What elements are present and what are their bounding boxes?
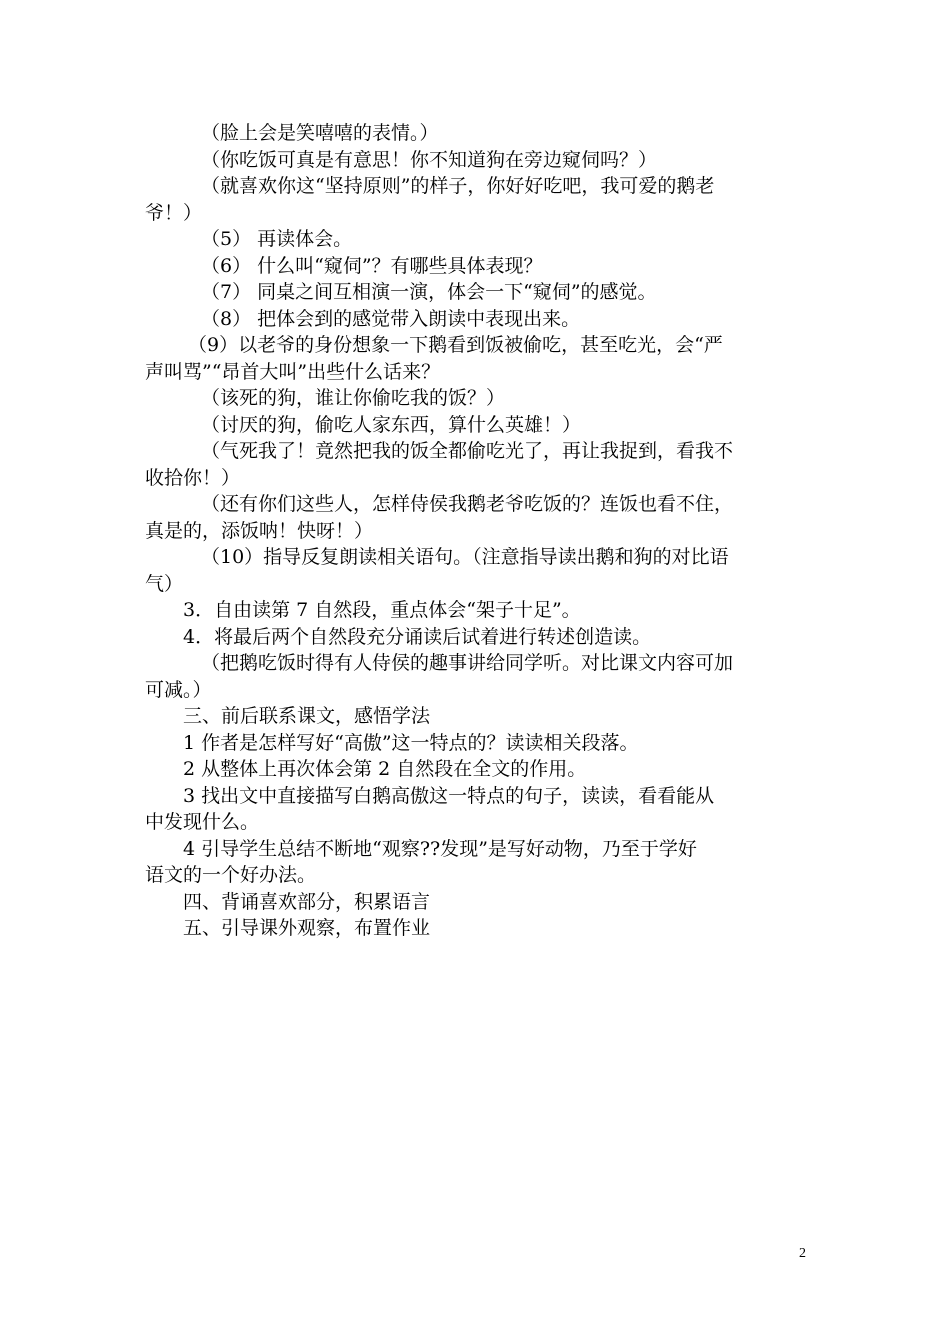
text-line: 1 作者是怎样写好“高傲”这一特点的？读读相关段落。 [183,731,639,754]
text-line: 声叫骂”“昂首大叫”出些什么话来？ [145,360,441,383]
text-line: （10）指导反复朗读相关语句。（注意指导读出鹅和狗的对比语 [201,546,729,568]
text-line: （还有你们这些人，怎样侍侯我鹅老爷吃饭的？连饭也看不住， [201,493,734,515]
text-line: 中发现什么。 [145,811,260,833]
text-line: （7） 同桌之间互相演一演，体会一下“窥伺”的感觉。 [201,281,657,303]
text-line: 可减。） [145,678,212,701]
text-line: （你吃饭可真是有意思！你不知道狗在旁边窥伺吗？） [201,148,658,171]
text-line: （6） 什么叫“窥伺”？有哪些具体表现？ [201,254,543,277]
text-line: 真是的，添饭呐！快呀！） [145,519,374,542]
text-line: （8） 把体会到的感觉带入朗读中表现出来。 [201,307,581,330]
text-line: 3．自由读第 7 自然段，重点体会“架子十足”。 [183,599,581,621]
text-line: 4 引导学生总结不断地“观察??发现”是写好动物，乃至于学好 [183,837,697,860]
text-line: 爷！） [145,201,203,224]
text-line: 收拾你！） [145,466,241,489]
document-body [145,120,810,942]
text-line: 语文的一个好办法。 [145,864,317,886]
text-line: 气） [145,572,184,595]
text-line: （就喜欢你这“坚持原则”的样子，你好好吃吧，我可爱的鹅老 [201,175,715,197]
text-line: 三、前后联系课文，感悟学法 [183,705,431,727]
text-line: （气死我了！竟然把我的饭全都偷吃光了，再让我捉到，看我不 [201,440,734,462]
text-line: 2 从整体上再次体会第 2 自然段在全文的作用。 [183,758,587,780]
page-number: 2 [799,1246,806,1261]
text-line: 四、背诵喜欢部分，积累语言 [183,890,431,913]
text-line: 五、引导课外观察，布置作业 [183,917,431,939]
text-line: （该死的狗，谁让你偷吃我的饭？） [201,387,506,409]
text-line: 3 找出文中直接描写白鹅高傲这一特点的句子，读读，看看能从 [183,784,715,807]
text-line: （脸上会是笑嘻嘻的表情。） [201,122,439,144]
text-line: 4．将最后两个自然段充分诵读后试着进行转述创造读。 [183,625,652,648]
text-line: （5） 再读体会。 [201,228,353,250]
text-line: （9）以老爷的身份想象一下鹅看到饭被偷吃，甚至吃光，会“严 [188,334,723,356]
text-line: （把鹅吃饭时得有人侍侯的趣事讲给同学听。对比课文内容可加 [201,652,734,674]
text-line: （讨厌的狗，偷吃人家东西，算什么英雄！） [201,413,582,436]
